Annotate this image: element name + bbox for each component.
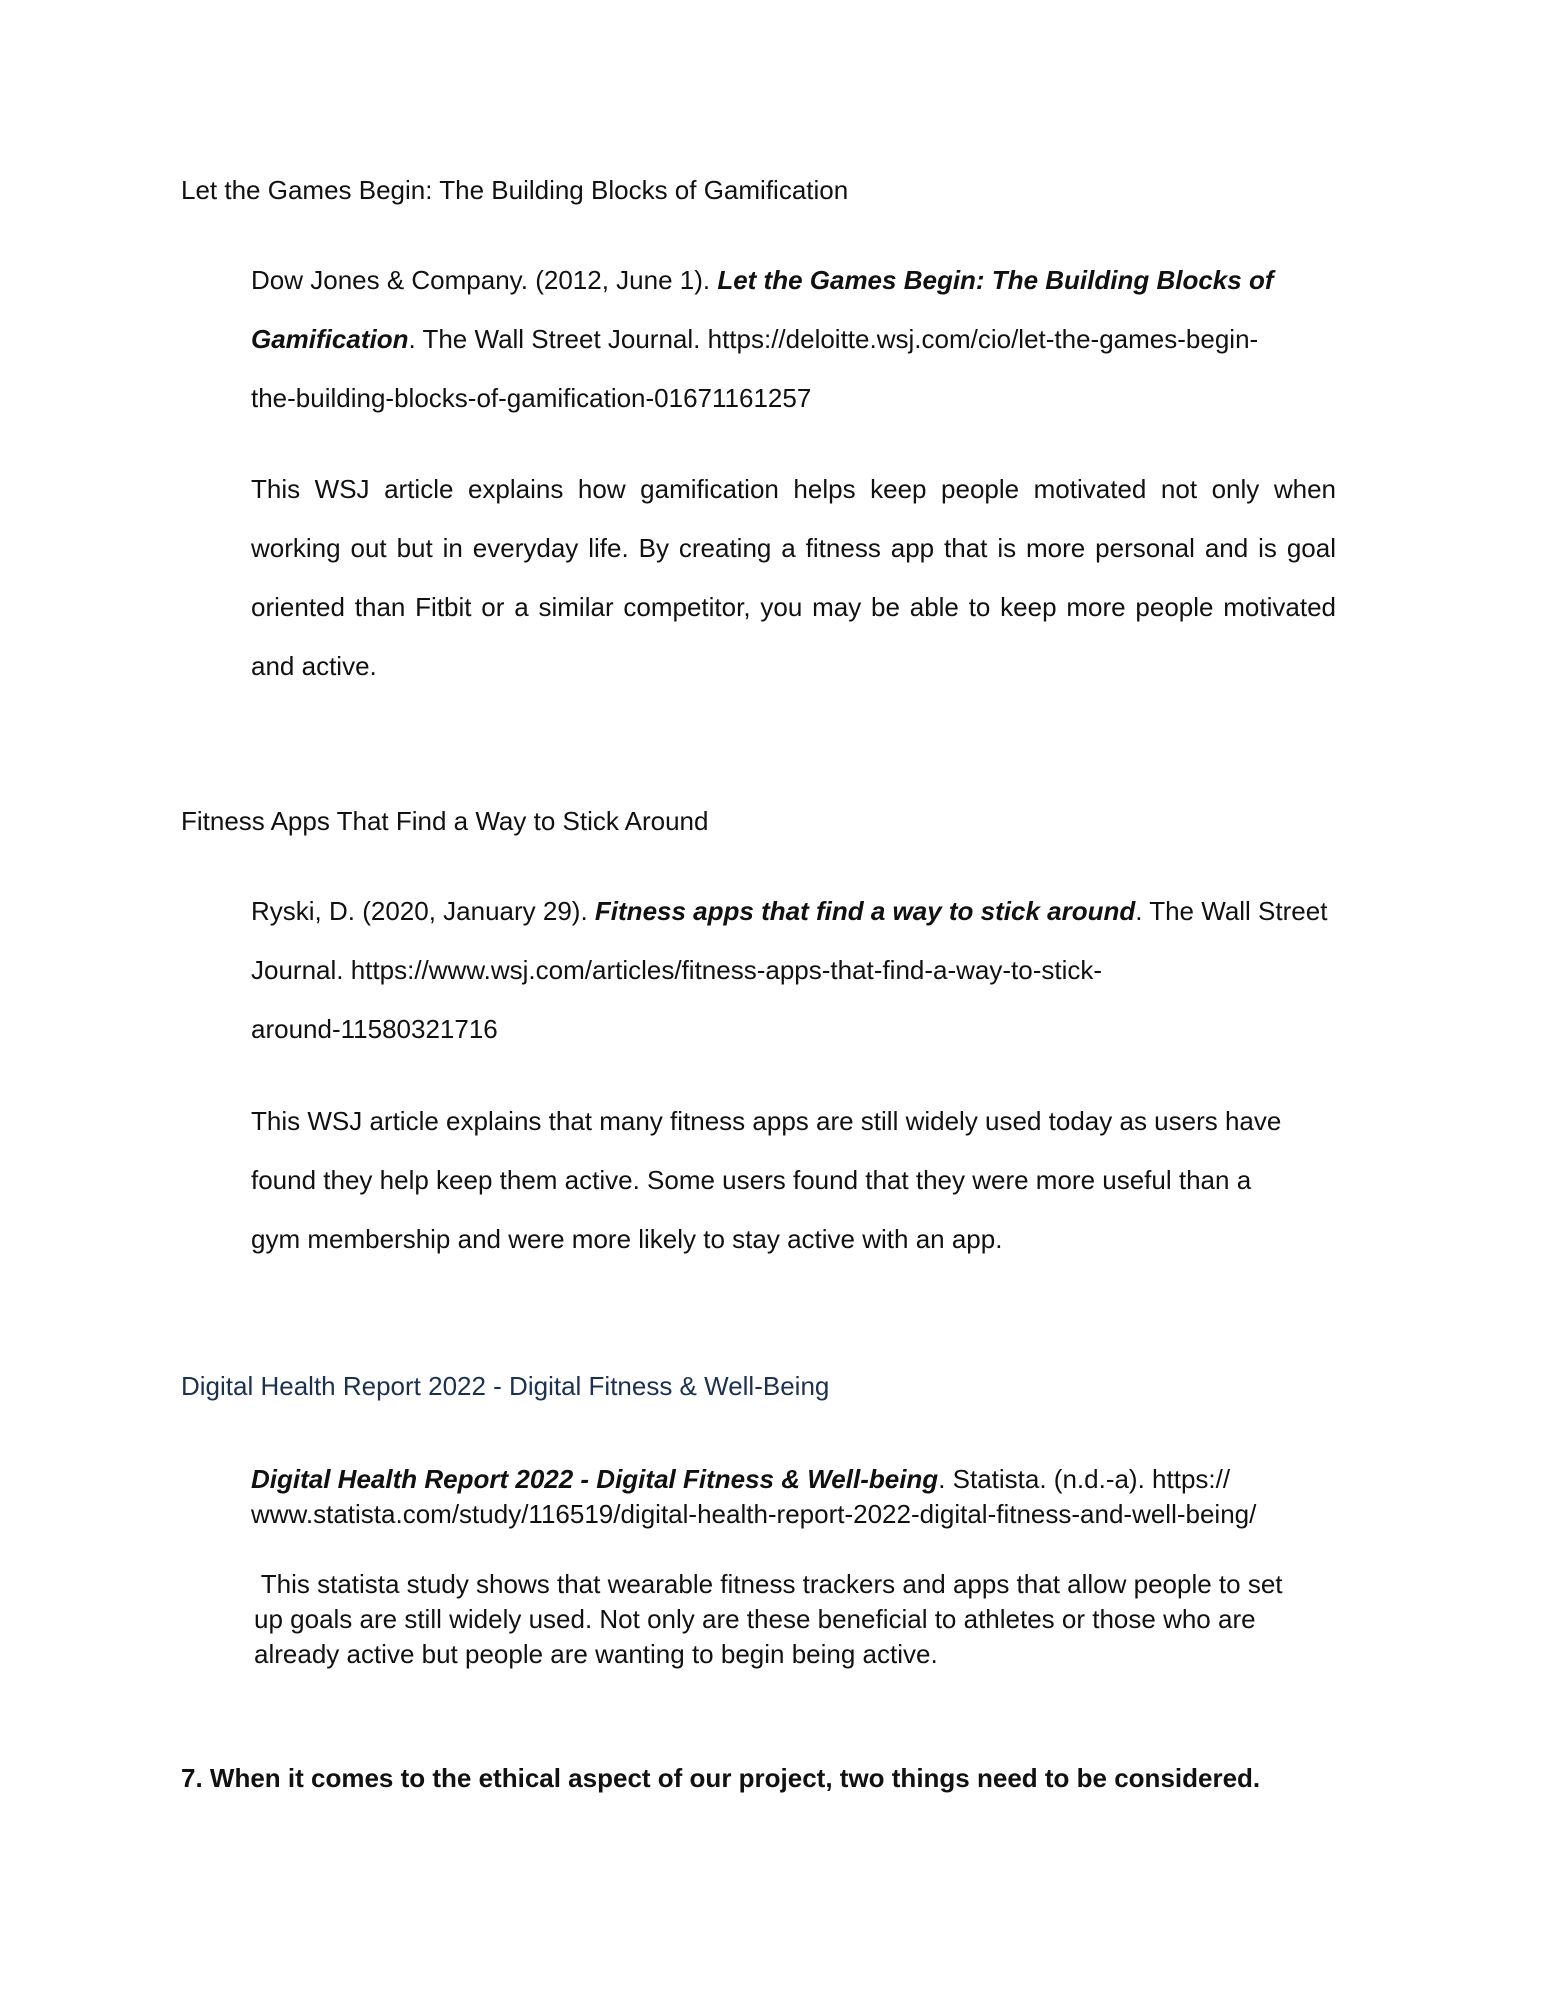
citation-line bbox=[251, 882, 1451, 941]
citation-source: . The Wall Street bbox=[1135, 896, 1328, 926]
citation-title: Let the Games Begin: The Building Blocks of bbox=[717, 265, 1274, 295]
summary-paragraph: This WSJ article explains how gamification helps keep people motivated not only when working out but in everyday life. By creating a fitness app that is more personal and is goal oriented than Fitbit or a similar competitor, you may be able to keep more people motivated and active. bbox=[251, 474, 1336, 681]
citation-gamification bbox=[251, 251, 1391, 428]
summary-line: This statista study shows that wearable fitness trackers and apps that allow people to set bbox=[254, 1569, 1283, 1599]
citation-fitness-apps bbox=[251, 882, 1451, 1059]
section-heading-fitness-apps: Fitness Apps That Find a Way to Stick Around bbox=[181, 806, 709, 836]
citation-title: Fitness apps that find a way to stick around bbox=[594, 896, 1136, 926]
summary-line: found they help keep them active. Some users found that they were more useful than a bbox=[251, 1165, 1252, 1195]
citation-url-continued: around-11580321716 bbox=[251, 1014, 498, 1044]
citation-source-url: . The Wall Street Journal. https://deloitte.wsj.com/cio/let-the-games-begin- bbox=[408, 324, 1259, 354]
citation-line bbox=[251, 310, 1391, 369]
citation-line bbox=[251, 1462, 1451, 1497]
summary-line: already active but people are wanting to begin being active. bbox=[254, 1639, 938, 1669]
summary-line: This WSJ article explains that many fitness apps are still widely used today as users have bbox=[251, 1106, 1282, 1136]
citation-author-date: Dow Jones & Company. (2012, June 1). bbox=[251, 265, 718, 295]
citation-line bbox=[251, 251, 1391, 310]
citation-digital-health bbox=[251, 1462, 1451, 1532]
citation-author-date: Ryski, D. (2020, January 29). bbox=[251, 896, 595, 926]
summary-line: gym membership and were more likely to stay active with an app. bbox=[251, 1224, 1003, 1254]
summary-digital-health bbox=[254, 1567, 1454, 1672]
citation-title: Digital Health Report 2022 - Digital Fitness & Well-being bbox=[251, 1464, 939, 1494]
citation-url: Journal. https://www.wsj.com/articles/fitness-apps-that-find-a-way-to-stick- bbox=[251, 955, 1103, 985]
citation-source: . Statista. (n.d.-a). https:// bbox=[938, 1464, 1231, 1494]
citation-title-continued: Gamification bbox=[251, 324, 409, 354]
section-heading-digital-health: Digital Health Report 2022 - Digital Fitness & Well-Being bbox=[181, 1371, 830, 1401]
citation-url-continued: the-building-blocks-of-gamification-01671161257 bbox=[251, 383, 812, 413]
summary-line: up goals are still widely used. Not only are these beneficial to athletes or those who are bbox=[254, 1604, 1256, 1634]
section-heading-gamification: Let the Games Begin: The Building Blocks of Gamification bbox=[181, 175, 849, 205]
numbered-heading-ethics: 7. When it comes to the ethical aspect of our project, two things need to be considered. bbox=[181, 1763, 1261, 1793]
citation-url: www.statista.com/study/116519/digital-health-report-2022-digital-fitness-and-well-being/ bbox=[251, 1499, 1257, 1529]
summary-gamification bbox=[251, 460, 1391, 696]
summary-fitness-apps bbox=[251, 1092, 1451, 1269]
